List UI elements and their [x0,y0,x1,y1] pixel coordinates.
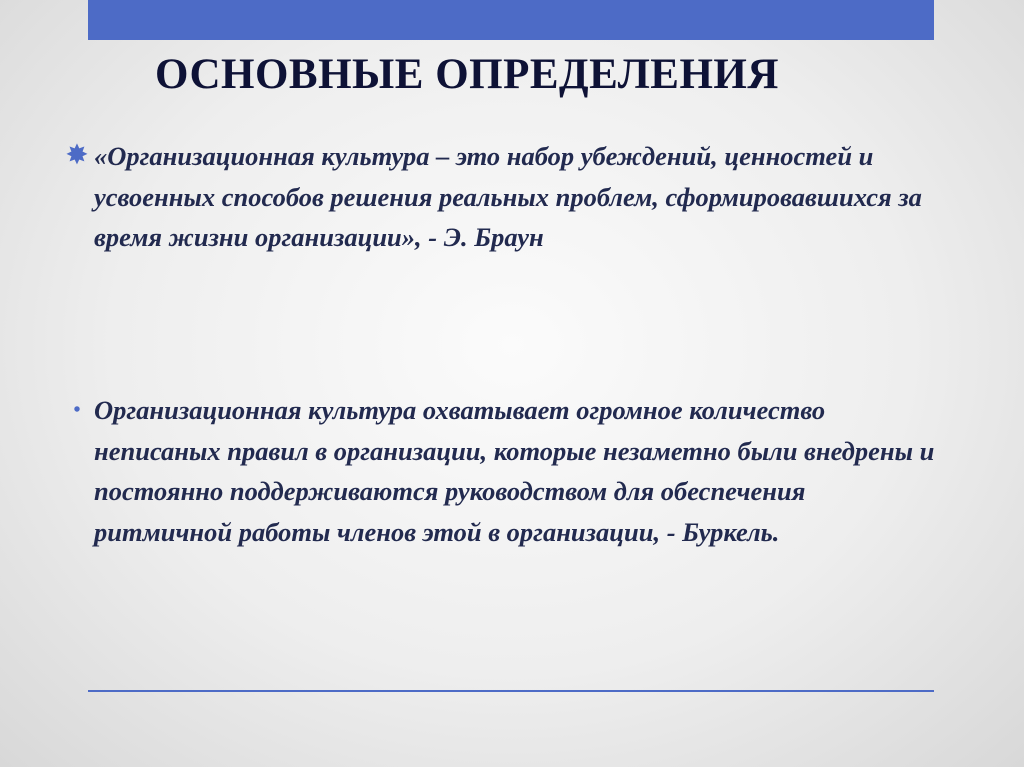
dot-bullet-icon: • [73,399,81,421]
definition-bullet-brown [60,136,940,258]
header-accent-bar [88,0,934,40]
slide-title: ОСНОВНЫЕ ОПРЕДЕЛЕНИЯ [155,51,779,98]
definition-text-brown: «Организационная культура – это набор убеждений, ценностей и усвоенных способов решения реальных проблем, сформировавшихся за время жизни организации», - Э. Браун [94,141,922,252]
definition-bullet-burkel [60,390,940,552]
footer-divider-line [88,690,934,692]
star-bullet-icon: ✸ [66,142,88,169]
definition-text-burkel: Организационная культура охватывает огромное количество неписаных правил в организации, которые незаметно были внедрены и постоянно поддерживаются руководством для обеспечения ритмичной работы членов этой в организации, - Буркель. [94,395,935,547]
